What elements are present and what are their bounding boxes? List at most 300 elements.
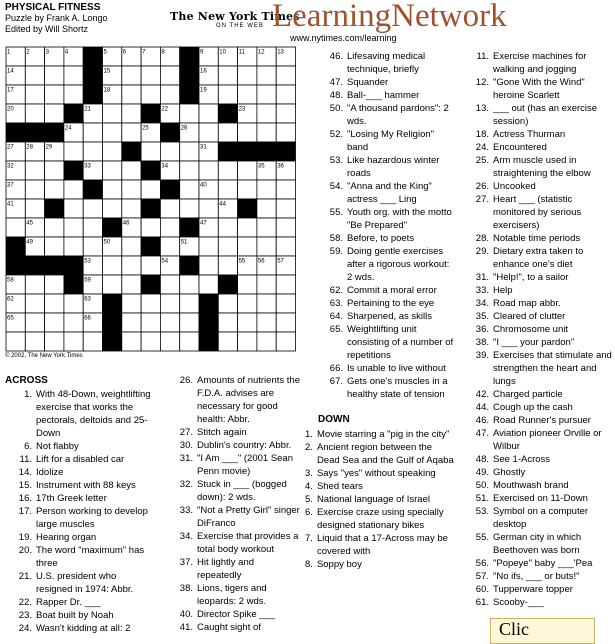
grid-cell[interactable] [218,237,237,256]
grid-cell[interactable] [180,275,199,294]
grid-cell[interactable] [238,332,257,351]
clue-number: 57. [475,571,489,582]
grid-cell[interactable] [45,85,64,104]
grid-number: 17 [7,87,14,94]
clue-number: 50. [475,480,489,491]
grid-block [180,47,199,66]
clue-item [305,362,455,375]
grid-number: 65 [7,315,14,322]
clue-item [305,154,455,180]
grid-cell[interactable] [238,275,257,294]
grid-block [25,123,44,142]
grid-block [141,161,160,180]
clue-text: Charged particle [493,389,563,400]
grid-svg [5,46,297,352]
grid-cell[interactable] [276,199,295,218]
grid-cell[interactable] [141,313,160,332]
clue-item [305,206,455,232]
clue-item [305,467,455,480]
grid-number: 37 [7,182,14,189]
grid-cell[interactable] [218,313,237,332]
grid-cell[interactable] [64,180,83,199]
clue-number: 38. [179,583,193,594]
clue-number: 41. [179,622,193,633]
clue-text: Actress Thurman [493,129,566,140]
clue-number: 20. [18,545,32,556]
clue-item [455,388,613,401]
grid-cell[interactable] [64,199,83,218]
clue-number: 16. [18,493,32,504]
grid-cell[interactable] [257,85,276,104]
grid-cell[interactable] [238,294,257,313]
clue-number: 59. [329,246,343,257]
clue-text: Movie starring a "pig in the city" [316,429,450,440]
grid-number: 3 [45,49,49,56]
clue-text: "Anna and the King" actress ___ Ling [347,181,432,205]
clue-number: 11. [19,454,32,465]
grid-block [238,199,257,218]
grid-cell[interactable] [83,199,102,218]
grid-cell[interactable] [276,313,295,332]
clue-text: ___ out (has an exercise session) [493,103,598,127]
clue-text: Arm muscle used in straightening the elbow [493,155,591,179]
clue-text: Dietary extra taken to enhance one's diet [493,246,584,270]
grid-number: 35 [257,163,265,170]
grid-cell[interactable] [238,180,257,199]
grid-cell[interactable] [180,104,199,123]
grid-cell[interactable] [122,256,141,275]
grid-cell[interactable] [257,275,276,294]
grid-cell[interactable] [25,294,44,313]
grid-cell[interactable] [103,123,122,142]
clue-number: 1. [24,389,32,400]
grid-cell[interactable] [276,294,295,313]
grid-cell[interactable] [218,161,237,180]
clue-text: "Popeye" baby ___'Pea [493,558,593,569]
grid-block [141,237,160,256]
grid-cell[interactable] [238,218,257,237]
clue-number: 50. [329,103,343,114]
clue-item [455,401,613,414]
clue-item [5,544,155,570]
clue-item [305,558,455,571]
ad-banner[interactable]: Clic [490,618,595,644]
clue-item [455,232,613,245]
grid-cell[interactable] [199,256,218,275]
grid-cell[interactable] [103,104,122,123]
clue-number: 36. [475,324,489,335]
clue-item [5,596,155,609]
grid-cell[interactable] [276,85,295,104]
clue-text: Lions, tigers and leopards: 2 wds. [197,583,267,607]
clue-text: U.S. president who resigned in 1974: Abbr. [36,571,134,595]
clue-number: 24. [18,623,32,634]
grid-block [218,104,237,123]
grid-number: 28 [26,144,33,151]
grid-cell[interactable] [160,218,179,237]
grid-cell[interactable] [276,180,295,199]
clue-item [305,128,455,154]
clue-number: 33. [475,285,489,296]
grid-number: 60 [142,277,149,284]
clue-item [455,336,613,349]
grid-cell[interactable] [238,85,257,104]
clue-number: 53. [329,155,343,166]
across-clues-col2 [159,374,301,634]
grid-cell[interactable] [199,275,218,294]
clue-item [455,50,613,76]
clue-number: 48. [475,454,489,465]
grid-block [25,256,44,275]
grid-cell[interactable] [141,180,160,199]
grid-cell[interactable] [160,294,179,313]
grid-cell[interactable] [180,332,199,351]
grid-cell[interactable] [276,332,295,351]
grid-cell[interactable] [25,85,44,104]
grid-cell[interactable] [64,218,83,237]
nyt-wordmark: The New York Times [170,10,300,23]
clue-number: 42. [475,389,489,400]
grid-cell[interactable] [45,104,64,123]
clue-number: 30. [179,440,193,451]
clue-item [455,245,613,271]
grid-cell[interactable] [141,142,160,161]
puzzle-editor: Edited by Will Shortz [5,24,89,34]
grid-cell[interactable] [180,161,199,180]
grid-cell[interactable] [160,85,179,104]
grid-number: 52 [7,258,14,265]
grid-block [103,218,122,237]
crossword-grid [5,46,295,350]
grid-cell[interactable] [199,237,218,256]
grid-cell[interactable] [25,199,44,218]
grid-number: 67 [200,315,207,322]
grid-cell[interactable] [257,294,276,313]
clue-item [305,297,455,310]
clue-item [5,466,155,479]
grid-cell[interactable] [276,123,295,142]
grid-cell[interactable] [141,332,160,351]
grid-cell[interactable] [25,66,44,85]
grid-cell[interactable] [6,218,25,237]
grid-cell[interactable] [103,142,122,161]
clue-item [305,50,455,76]
down-clues-col4 [455,50,613,609]
grid-cell[interactable] [122,275,141,294]
grid-cell[interactable] [257,104,276,123]
grid-cell[interactable] [122,104,141,123]
clue-item [159,374,301,426]
grid-number: 58 [7,277,14,284]
down-heading: DOWN [318,414,350,425]
clue-item [5,453,155,466]
clue-item [5,388,155,440]
grid-cell[interactable] [238,161,257,180]
grid-cell[interactable] [122,237,141,256]
grid-cell[interactable] [218,256,237,275]
grid-cell[interactable] [64,237,83,256]
grid-cell[interactable] [218,85,237,104]
learning-network-logo[interactable] [170,2,515,46]
grid-block [199,332,218,351]
clue-number: 47. [475,428,489,439]
grid-cell[interactable] [276,218,295,237]
clue-item [455,531,613,557]
clue-number: 35. [475,311,489,322]
grid-cell[interactable] [64,332,83,351]
grid-cell[interactable] [45,275,64,294]
clue-number: 54. [329,181,343,192]
clue-item [455,349,613,388]
clue-text: Commit a moral error [347,285,437,296]
grid-cell[interactable] [257,332,276,351]
grid-cell[interactable] [122,161,141,180]
grid-cell[interactable] [257,237,276,256]
grid-cell[interactable] [25,180,44,199]
grid-number: 23 [238,106,246,113]
grid-cell[interactable] [160,142,179,161]
grid-cell[interactable] [276,275,295,294]
grid-cell[interactable] [160,66,179,85]
grid-cell[interactable] [238,237,257,256]
clue-item [305,323,455,362]
grid-cell[interactable] [199,104,218,123]
grid-cell[interactable] [160,237,179,256]
grid-block [180,256,199,275]
clue-text: Chromosome unit [493,324,568,335]
grid-cell[interactable] [257,180,276,199]
grid-number: 40 [200,182,207,189]
clue-item [455,180,613,193]
clue-text: Hit lightly and repeatedly [197,557,255,581]
grid-cell[interactable] [45,161,64,180]
grid-cell[interactable] [122,199,141,218]
clue-item [455,557,613,570]
grid-cell[interactable] [180,180,199,199]
clue-text: Aviation pioneer Orville or Wilbur [493,428,602,452]
grid-cell[interactable] [218,66,237,85]
clue-item [159,582,301,608]
across-heading: ACROSS [5,375,48,386]
grid-cell[interactable] [83,332,102,351]
grid-cell[interactable] [218,123,237,142]
grid-cell[interactable] [160,313,179,332]
clue-item [5,531,155,544]
grid-cell[interactable] [122,180,141,199]
clue-number: 12. [475,77,489,88]
grid-number: 14 [7,68,14,75]
clue-text: "I ___ your pardon" [493,337,575,348]
clue-text: Sharpened, as skills [347,311,433,322]
grid-number: 10 [219,49,226,56]
grid-cell[interactable] [122,85,141,104]
clue-item [305,180,455,206]
grid-cell[interactable] [45,294,64,313]
grid-number: 61 [219,277,226,284]
clue-number: 6. [305,507,313,518]
grid-cell[interactable] [160,332,179,351]
grid-block [180,66,199,85]
clue-number: 5. [305,494,313,505]
clue-number: 15. [18,480,32,491]
grid-number: 6 [122,49,127,56]
grid-cell[interactable] [64,294,83,313]
grid-cell[interactable] [45,180,64,199]
clue-item [305,428,455,441]
grid-cell[interactable] [257,218,276,237]
clue-text: German city in which Beethoven was born [493,532,582,556]
grid-cell[interactable] [141,256,160,275]
grid-cell[interactable] [199,123,218,142]
grid-cell[interactable] [180,294,199,313]
clue-number: 58. [329,233,343,244]
site-url[interactable]: www.nytimes.com/learning [290,33,397,43]
clue-number: 23. [18,610,32,621]
grid-cell[interactable] [25,313,44,332]
grid-cell[interactable] [83,123,102,142]
clue-text: Weightlifting unit consisting of a number of repetitions [347,324,454,361]
grid-cell[interactable] [276,66,295,85]
clue-number: 40. [179,609,193,620]
clue-text: Help [493,285,513,296]
grid-cell[interactable] [141,294,160,313]
clue-item [305,245,455,284]
clue-number: 6. [24,441,32,452]
clue-number: 34. [179,531,193,542]
grid-cell[interactable] [180,313,199,332]
grid-cell[interactable] [218,218,237,237]
grid-cell[interactable] [180,142,199,161]
grid-block [180,85,199,104]
clue-item [5,492,155,505]
grid-cell[interactable] [103,275,122,294]
clue-number: 55. [329,207,343,218]
clue-item [5,622,155,635]
grid-cell[interactable] [122,123,141,142]
grid-number: 50 [103,239,111,246]
grid-cell[interactable] [218,294,237,313]
clue-text: Cough up the cash [493,402,573,413]
grid-cell[interactable] [141,85,160,104]
clue-number: 64. [329,311,343,322]
clue-number: 53. [475,506,489,517]
grid-block [218,142,237,161]
grid-cell[interactable] [199,161,218,180]
grid-cell[interactable] [25,104,44,123]
grid-cell[interactable] [218,332,237,351]
grid-number: 62 [7,296,14,303]
clue-text: "No ifs, ___ or buts!" [493,571,580,582]
grid-cell[interactable] [180,199,199,218]
grid-cell[interactable] [83,237,102,256]
clue-number: 8. [305,559,313,570]
grid-number: 47 [200,220,207,227]
clue-number: 26. [179,375,193,386]
clue-text: Ancient region between the Dead Sea and the Gulf of Aqaba [316,442,454,466]
grid-cell[interactable] [25,275,44,294]
grid-cell[interactable] [103,180,122,199]
grid-number: 64 [200,296,207,303]
grid-cell[interactable] [199,199,218,218]
clue-text: With 48-Down, weightlifting exercise that works the pectorals, deltoids and 25-Down [36,389,151,439]
clue-text: Scooby-___ [493,597,544,608]
grid-cell[interactable] [141,218,160,237]
clue-text: Caught sight of [197,622,261,633]
grid-cell[interactable] [276,104,295,123]
grid-number: 29 [45,144,53,151]
clue-text: Director Spike ___ [197,609,276,620]
grid-cell[interactable] [25,161,44,180]
grid-cell[interactable] [257,199,276,218]
grid-cell[interactable] [83,218,102,237]
grid-number: 8 [161,49,165,56]
grid-cell[interactable] [257,123,276,142]
clue-text: Symbol on a computer desktop [493,506,589,530]
grid-cell[interactable] [83,142,102,161]
grid-cell[interactable] [103,199,122,218]
grid-cell[interactable] [238,123,257,142]
grid-block [276,142,295,161]
clue-text: Stitch again [197,427,247,438]
grid-cell[interactable] [122,313,141,332]
grid-number: 32 [7,163,14,170]
grid-cell[interactable] [45,332,64,351]
grid-number: 22 [161,106,169,113]
grid-cell[interactable] [122,294,141,313]
clue-item [305,102,455,128]
grid-cell[interactable] [160,275,179,294]
grid-cell[interactable] [122,66,141,85]
clue-text: Soppy boy [316,559,362,570]
grid-number: 9 [200,49,204,56]
clue-item [455,154,613,180]
grid-cell[interactable] [64,85,83,104]
clue-text: Heart ___ (statistic monitored by serious exercisers) [493,194,582,231]
grid-cell[interactable] [238,313,257,332]
grid-number: 34 [161,163,169,170]
grid-cell[interactable] [45,237,64,256]
grid-cell[interactable] [6,332,25,351]
grid-cell[interactable] [160,199,179,218]
clue-text: Ball-___ hammer [347,90,420,101]
grid-cell[interactable] [103,161,122,180]
clue-text: Dublin's country: Abbr. [197,440,292,451]
grid-number: 42 [45,201,53,208]
clue-text: "Losing My Religion" band [347,129,435,153]
grid-cell[interactable] [276,237,295,256]
grid-cell[interactable] [141,66,160,85]
clue-number: 51. [475,493,489,504]
grid-cell[interactable] [64,142,83,161]
grid-cell[interactable] [122,332,141,351]
grid-cell[interactable] [45,313,64,332]
grid-cell[interactable] [45,218,64,237]
clue-number: 31. [475,272,489,283]
grid-cell[interactable] [64,313,83,332]
grid-block [45,123,64,142]
grid-cell[interactable] [25,332,44,351]
clue-text: Wasn't kidding at all: 2 [36,623,131,634]
clue-text: Mouthwash brand [493,480,569,491]
clue-text: Boat built by Noah [36,610,114,621]
grid-cell[interactable] [238,66,257,85]
grid-cell[interactable] [218,180,237,199]
grid-cell[interactable] [257,313,276,332]
grid-cell[interactable] [64,66,83,85]
grid-cell[interactable] [103,256,122,275]
grid-cell[interactable] [257,66,276,85]
grid-cell[interactable] [45,66,64,85]
